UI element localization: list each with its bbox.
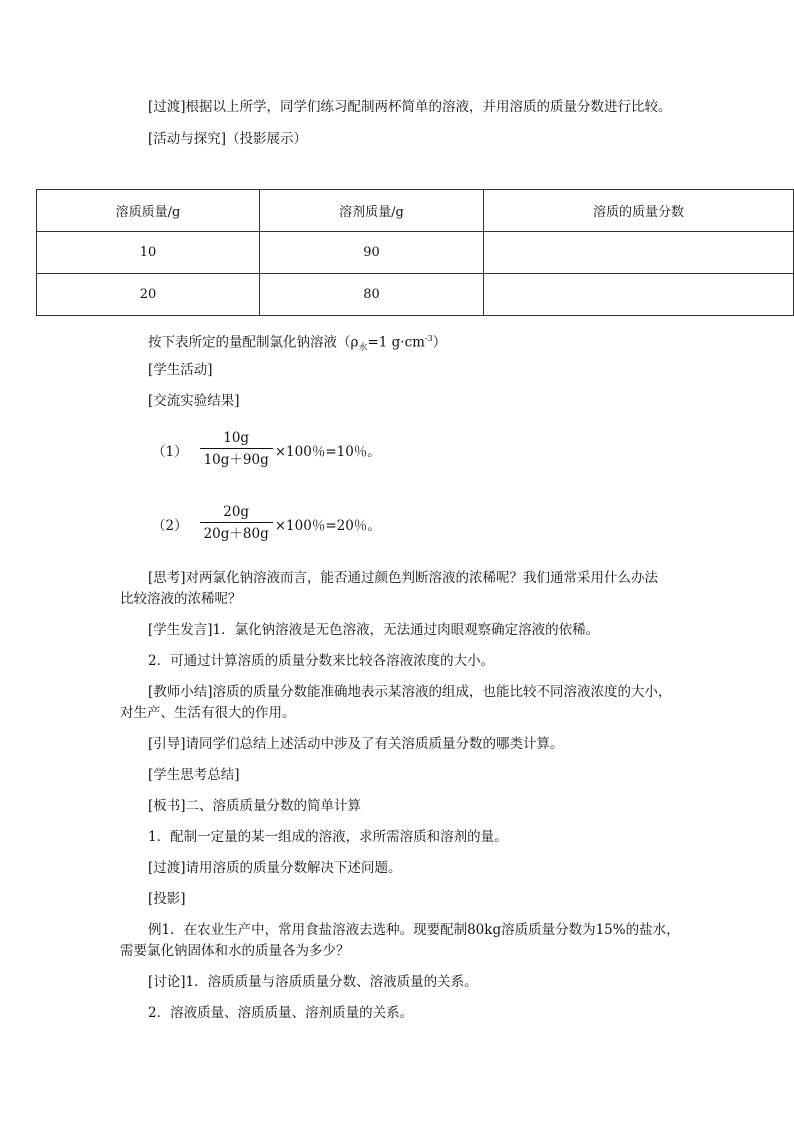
equation-2 bbox=[152, 502, 381, 545]
transition-text: [过渡]根据以上所学，同学们练习配制两杯简单的溶液，并用溶质的质量分数进行比较。 bbox=[148, 99, 672, 115]
table-cell: 10 bbox=[37, 232, 260, 274]
equation-label: （2） bbox=[152, 517, 188, 534]
table-header: 溶剂质量/g bbox=[260, 190, 484, 232]
discussion-1: [讨论]1．溶质质量与溶质质量分数、溶液质量的关系。 bbox=[148, 974, 478, 990]
table-header-row bbox=[37, 190, 794, 232]
activity-heading: [活动与探究]（投影展示） bbox=[148, 131, 308, 147]
guide-text: [引导]请同学们总结上述活动中涉及了有关溶质质量分数的哪类计算。 bbox=[148, 736, 564, 752]
discussion-2: 2．溶液质量、溶质质量、溶剂质量的关系。 bbox=[148, 1005, 414, 1021]
transition-text-2: [过渡]请用溶质的质量分数解决下述问题。 bbox=[148, 860, 402, 876]
fraction-numerator: 20g bbox=[200, 502, 273, 523]
table-cell: 80 bbox=[260, 274, 484, 316]
solution-table bbox=[36, 189, 794, 316]
fraction bbox=[200, 502, 273, 545]
equation-1 bbox=[152, 428, 381, 471]
calc-type-1: 1．配制一定量的某一组成的溶液，求所需溶质和溶剂的量。 bbox=[148, 829, 508, 845]
board-heading: [板书]二、溶质质量分数的简单计算 bbox=[148, 798, 362, 814]
student-speech: [学生发言]1．氯化钠溶液是无色溶液，无法通过肉眼观察确定溶液的依稀。 bbox=[148, 622, 600, 638]
think-question-line2: 比较溶液的浓稀呢？ bbox=[120, 591, 242, 607]
teacher-summary-line1: [教师小结]溶质的质量分数能准确地表示某溶液的组成，也能比较不同溶液浓度的大小， bbox=[148, 684, 672, 700]
table-row bbox=[37, 232, 794, 274]
think-question-line1: [思考]对两氯化钠溶液而言，能否通过颜色判断溶液的浓稀呢？我们通常采用什么办法 bbox=[148, 570, 659, 586]
instruction-text: 按下表所定的量配制氯化钠溶液（$\rho_水=1$ $g\cdot cm^{-3}$） bbox=[148, 334, 447, 354]
fraction-denominator: 20g＋80g bbox=[203, 526, 269, 542]
student-summary-label: [学生思考总结] bbox=[148, 767, 240, 783]
projection-label: [投影] bbox=[148, 891, 186, 907]
fraction-denominator: 10g＋90g bbox=[203, 452, 269, 468]
equation-label: （1） bbox=[152, 443, 188, 460]
table-cell bbox=[484, 274, 794, 316]
fraction bbox=[200, 428, 273, 471]
student-activity-label: [学生活动] bbox=[148, 362, 213, 378]
table-header: 溶质的质量分数 bbox=[484, 190, 794, 232]
student-speech-2: 2．可通过计算溶质的质量分数来比较各溶液浓度的大小。 bbox=[148, 653, 495, 669]
table-row bbox=[37, 274, 794, 316]
example-1-line2: 需要氯化钠固体和水的质量各为多少？ bbox=[120, 943, 350, 959]
example-1-line1: 例1．在农业生产中，常用食盐溶液去选种。现要配制80kg溶质质量分数为15%的盐水， bbox=[148, 922, 680, 938]
exchange-results-label: [交流实验结果] bbox=[148, 393, 240, 409]
teacher-summary-line2: 对生产、生活有很大的作用。 bbox=[120, 705, 296, 721]
table-header: 溶质质量/g bbox=[37, 190, 260, 232]
table-cell bbox=[484, 232, 794, 274]
equation-tail: ×100％=20％。 bbox=[274, 517, 381, 534]
table-cell: 20 bbox=[37, 274, 260, 316]
fraction-numerator: 10g bbox=[200, 428, 273, 449]
table-cell: 90 bbox=[260, 232, 484, 274]
equation-tail: ×100％=10％。 bbox=[274, 443, 381, 460]
